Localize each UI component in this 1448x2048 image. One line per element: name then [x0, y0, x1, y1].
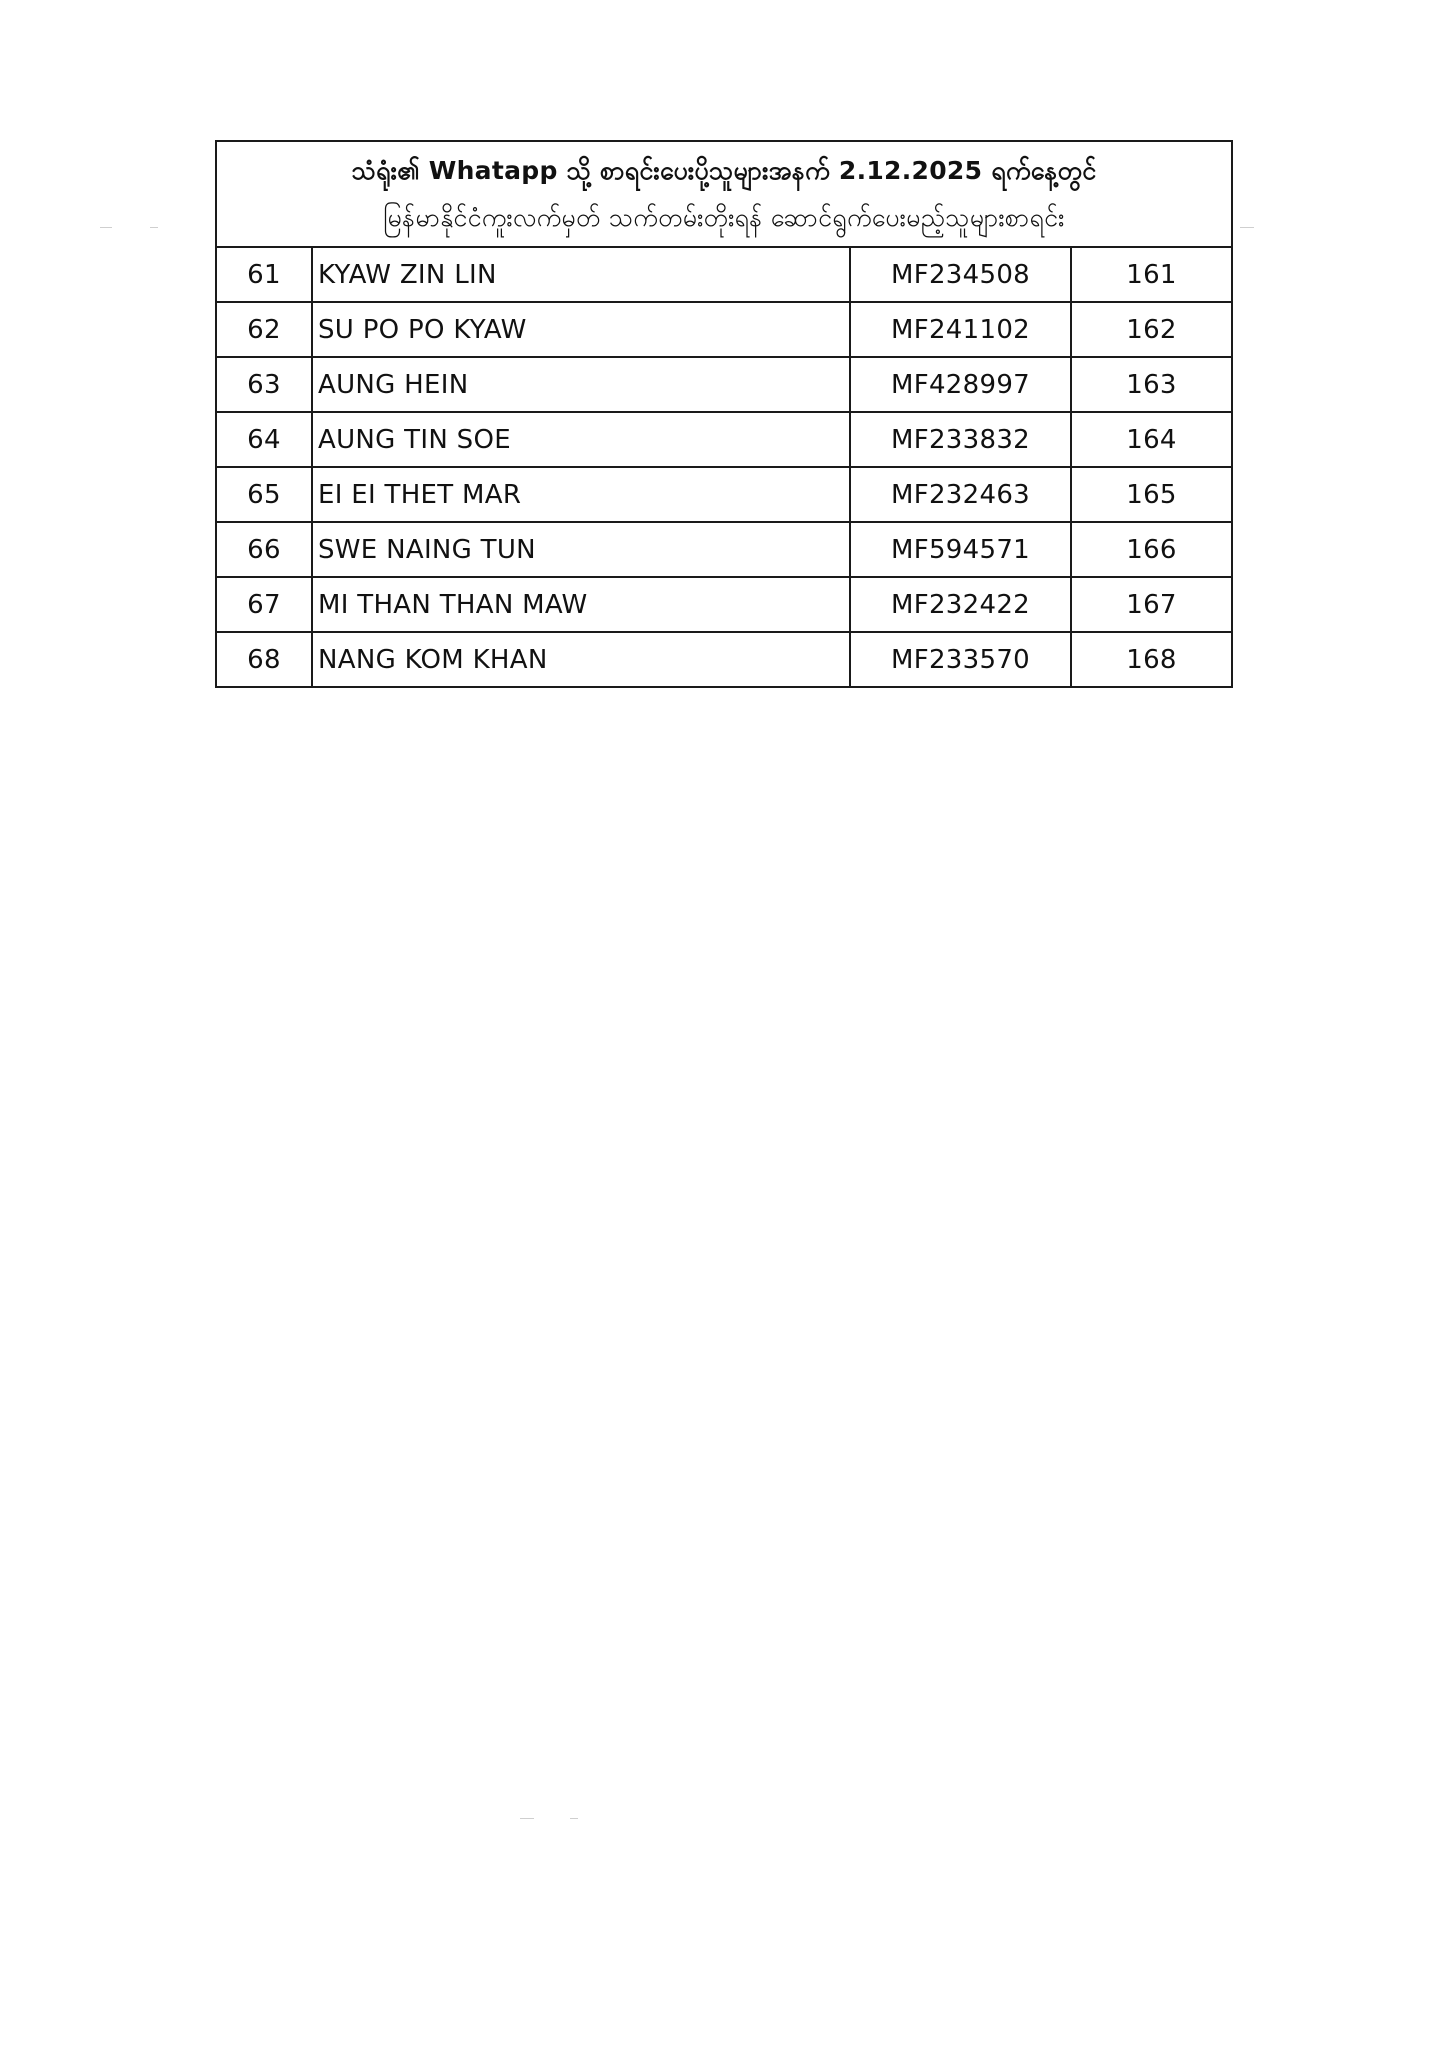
passport-number: MF233832 [850, 412, 1071, 467]
row-number: 66 [216, 522, 312, 577]
row-number: 67 [216, 577, 312, 632]
table-header-row [216, 141, 1232, 247]
table-row [216, 577, 1232, 632]
row-number: 64 [216, 412, 312, 467]
sequence-number: 165 [1071, 467, 1232, 522]
table-row [216, 247, 1232, 302]
table-row [216, 357, 1232, 412]
passport-number: MF232463 [850, 467, 1071, 522]
row-number: 62 [216, 302, 312, 357]
passport-number: MF241102 [850, 302, 1071, 357]
table-title-line-1: သံရုံး၏ Whatapp သို့ စာရင်းပေးပို့သူများအနက် 2.12.2025 ရက်နေ့တွင် [351, 156, 1097, 185]
applicant-name: KYAW ZIN LIN [312, 247, 850, 302]
applicant-name: AUNG TIN SOE [312, 412, 850, 467]
passport-renewal-list-table [215, 140, 1233, 688]
row-number: 65 [216, 467, 312, 522]
sequence-number: 162 [1071, 302, 1232, 357]
table-row [216, 302, 1232, 357]
table-title-line-2: မြန်မာနိုင်ငံကူးလက်မှတ် သက်တမ်းတိုးရန် ဆောင်ရွက်ပေးမည့်သူများစာရင်း [383, 203, 1065, 232]
sequence-number: 161 [1071, 247, 1232, 302]
scan-artifact [150, 227, 158, 228]
row-number: 61 [216, 247, 312, 302]
row-number: 68 [216, 632, 312, 687]
table-row [216, 412, 1232, 467]
table-title-cell [216, 141, 1232, 247]
applicant-name: NANG KOM KHAN [312, 632, 850, 687]
applicant-name: SU PO PO KYAW [312, 302, 850, 357]
passport-number: MF233570 [850, 632, 1071, 687]
passport-number: MF428997 [850, 357, 1071, 412]
sequence-number: 164 [1071, 412, 1232, 467]
table-row [216, 522, 1232, 577]
table-row [216, 632, 1232, 687]
passport-number: MF594571 [850, 522, 1071, 577]
scan-artifact [570, 1818, 578, 1819]
applicant-name: SWE NAING TUN [312, 522, 850, 577]
applicant-name: EI EI THET MAR [312, 467, 850, 522]
passport-number: MF232422 [850, 577, 1071, 632]
sequence-number: 168 [1071, 632, 1232, 687]
scan-artifact [1240, 227, 1254, 228]
sequence-number: 163 [1071, 357, 1232, 412]
row-number: 63 [216, 357, 312, 412]
table-row [216, 467, 1232, 522]
scan-artifact [520, 1818, 534, 1819]
passport-number: MF234508 [850, 247, 1071, 302]
sequence-number: 167 [1071, 577, 1232, 632]
scan-artifact [100, 227, 112, 228]
sequence-number: 166 [1071, 522, 1232, 577]
applicant-name: MI THAN THAN MAW [312, 577, 850, 632]
applicant-name: AUNG HEIN [312, 357, 850, 412]
